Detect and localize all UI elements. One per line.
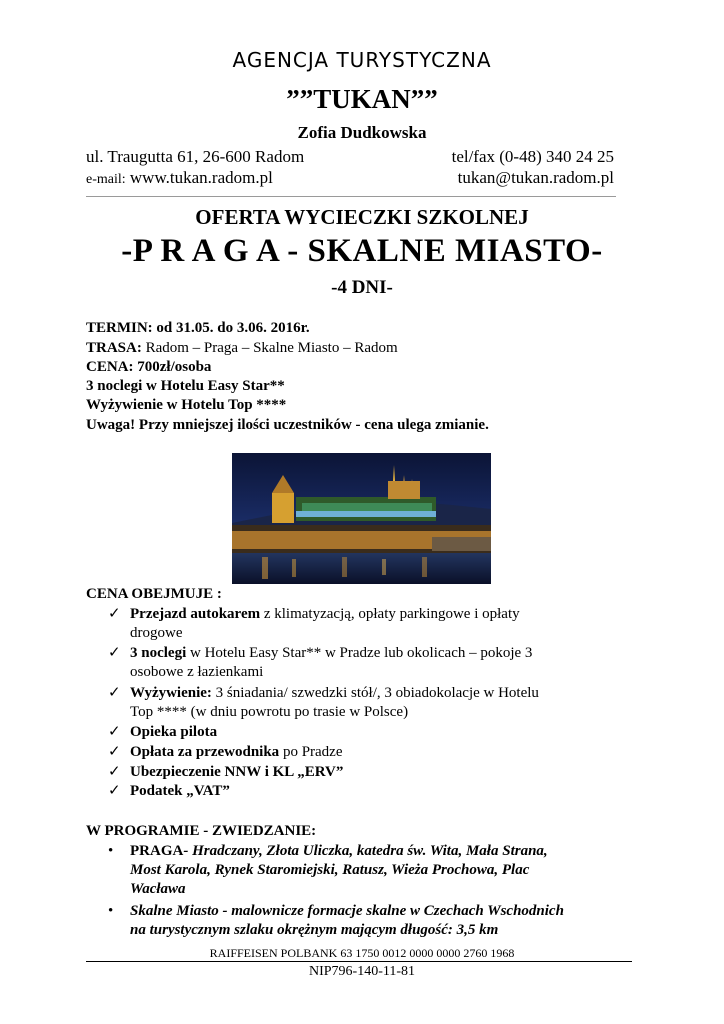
program-heading: W PROGRAMIE - ZWIEDZANIE: xyxy=(86,823,317,839)
includes-item xyxy=(108,644,638,682)
website-line xyxy=(86,168,273,188)
skalne-line-2: na turystycznym szlaku okrężnym mającym długość: 3,5 km xyxy=(130,922,499,938)
includes-item xyxy=(108,763,638,782)
website[interactable]: www.tukan.radom.pl xyxy=(125,168,273,187)
offer-duration: -4 DNI- xyxy=(331,277,393,298)
includes-item-bold: Przejazd autokarem xyxy=(130,606,261,622)
includes-item-text: w Hotelu Easy Star** w Pradze lub okolicach – pokoje 3 xyxy=(186,645,533,661)
bank-account: RAIFFEISEN POLBANK 63 1750 0012 0000 0000 2760 1968 xyxy=(209,946,515,960)
prague-castle-illustration xyxy=(232,453,491,584)
includes-item-continued: drogowe xyxy=(130,625,183,641)
includes-item-bold: Ubezpieczenie NNW i KL „ERV” xyxy=(130,764,344,780)
skalne-line-1: Skalne Miasto - malownicze formacje skalne w Czechach Wschodnich xyxy=(130,903,564,919)
check-icon: ✓ xyxy=(108,764,121,780)
praga-label: PRAGA xyxy=(130,843,184,859)
check-icon: ✓ xyxy=(108,685,121,701)
trasa-value: Radom – Praga – Skalne Miasto – Radom xyxy=(141,340,398,356)
check-icon: ✓ xyxy=(108,606,121,622)
bullet-icon: • xyxy=(108,843,114,859)
website-label: e-mail: xyxy=(86,172,126,187)
includes-item-bold: 3 noclegi xyxy=(130,645,187,661)
includes-item xyxy=(108,743,638,762)
prague-night-photo xyxy=(232,453,491,584)
bullet-icon: • xyxy=(108,903,114,919)
includes-item-bold: Opieka pilota xyxy=(130,724,218,740)
praga-sights-2: Most Karola, Rynek Staromiejski, Ratusz, Wieża Prochowa, Plac xyxy=(130,862,530,878)
check-icon: ✓ xyxy=(108,724,121,740)
address: ul. Traugutta 61, 26-600 Radom xyxy=(86,147,305,166)
header-divider xyxy=(86,196,616,197)
includes-item-continued: osobowe z łazienkami xyxy=(130,664,264,680)
includes-item-continued: Top **** (w dniu powrotu po trasie w Polsce) xyxy=(130,704,409,720)
owner-name: Zofia Dudkowska xyxy=(297,123,427,142)
includes-item-bold: Podatek „VAT” xyxy=(130,783,230,799)
includes-item xyxy=(108,723,638,742)
check-icon: ✓ xyxy=(108,783,121,799)
agency-label: AGENCJA TURYSTYCZNA xyxy=(232,48,492,72)
check-icon: ✓ xyxy=(108,744,121,760)
notice-line: Uwaga! Przy mniejszej ilości uczestników - cena ulega zmianie. xyxy=(86,417,489,433)
includes-item-bold: Opłata za przewodnika xyxy=(130,744,280,760)
trasa-label: TRASA: xyxy=(86,340,142,356)
accommodation-line: 3 noclegi w Hotelu Easy Star** xyxy=(86,378,285,394)
check-icon: ✓ xyxy=(108,645,121,661)
program-item-skalne xyxy=(108,902,638,940)
trasa-line xyxy=(86,340,398,357)
footer-divider xyxy=(86,961,632,962)
includes-heading: CENA OBEJMUJE : xyxy=(86,586,222,602)
price-line: CENA: 700zł/osoba xyxy=(86,359,212,375)
phone: tel/fax (0-48) 340 24 25 xyxy=(451,147,614,166)
includes-item-bold: Wyżywienie: xyxy=(130,685,212,701)
includes-item-text: z klimatyzacją, opłaty parkingowe i opłaty xyxy=(260,606,520,622)
praga-sights-1: - Hradczany, Złota Uliczka, katedra św. Wita, Mała Strana, xyxy=(183,843,548,859)
email[interactable]: tukan@tukan.radom.pl xyxy=(457,168,614,187)
termin-label: TERMIN: xyxy=(86,320,153,336)
offer-destination: -P R A G A - SKALNE MIASTO- xyxy=(121,233,603,269)
termin-value: od 31.05. do 3.06. 2016r. xyxy=(152,320,310,336)
includes-item-text: po Pradze xyxy=(279,744,343,760)
includes-item-text: 3 śniadania/ szwedzki stół/, 3 obiadokolacje w Hotelu xyxy=(211,685,539,701)
includes-item xyxy=(108,782,638,801)
includes-item xyxy=(108,605,638,643)
meals-line: Wyżywienie w Hotelu Top **** xyxy=(86,397,287,413)
tax-number: NIP796-140-11-81 xyxy=(308,964,416,979)
program-item-praga xyxy=(108,842,638,899)
termin-line xyxy=(86,320,310,337)
offer-title: OFERTA WYCIECZKI SZKOLNEJ xyxy=(195,205,529,229)
includes-item xyxy=(108,684,638,722)
agency-name: ””TUKAN”” xyxy=(286,84,438,114)
praga-sights-3: Wacława xyxy=(130,881,186,897)
